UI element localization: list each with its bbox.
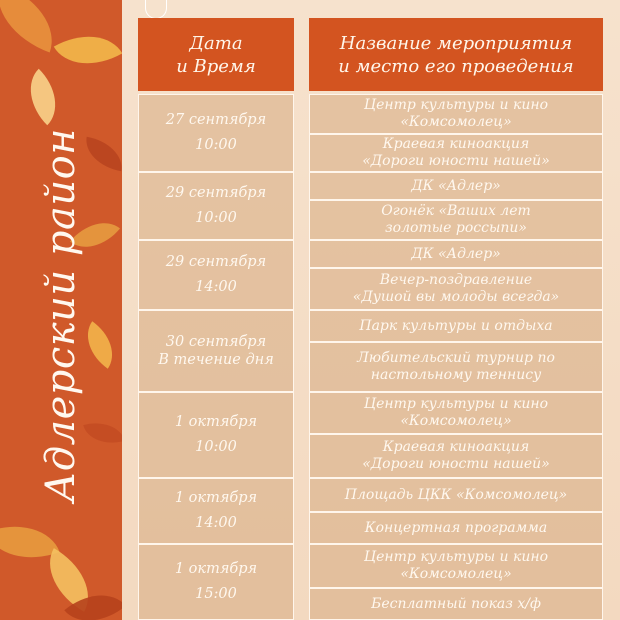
date-cell (138, 172, 294, 240)
header-name-line2: и место его проведения (338, 55, 574, 77)
event-date: 1 октября (174, 490, 258, 506)
event-name-line: Бесплатный показ х/ф (371, 595, 541, 612)
sidebar (0, 0, 122, 620)
event-name-line: «Душой вы молоды всегда» (352, 289, 560, 305)
place-cell (309, 544, 603, 588)
place-line: Площадь ЦКК «Комсомолец» (344, 486, 568, 503)
event-date: 1 октября (174, 414, 258, 430)
place-line: Парк культуры и отдыха (359, 317, 553, 334)
event-time: 15:00 (195, 586, 237, 602)
place-line: «Комсомолец» (400, 566, 512, 582)
place-cell (309, 240, 603, 268)
event-name-line: настольному теннису (370, 367, 542, 383)
event-name-cell (309, 268, 603, 310)
date-cell (138, 544, 294, 620)
header-event-name (309, 18, 603, 91)
place-line: Центр культуры и кино (363, 97, 549, 113)
event-time: 14:00 (195, 279, 237, 295)
place-cell (309, 94, 603, 134)
event-name-line: Вечер-поздравление (379, 272, 533, 288)
event-name-cell (309, 342, 603, 392)
place-line: ДК «Адлер» (411, 245, 501, 262)
event-time: 10:00 (195, 439, 237, 455)
place-line: ДК «Адлер» (411, 177, 501, 194)
event-name-cell (309, 200, 603, 240)
event-name-cell (309, 588, 603, 620)
place-cell (309, 392, 603, 434)
place-line: «Комсомолец» (400, 114, 512, 130)
event-name-cell (309, 434, 603, 478)
date-cell (138, 478, 294, 544)
event-name-cell (309, 512, 603, 544)
event-date: 29 сентября (165, 254, 267, 270)
event-name-line: «Дороги юности нашей» (362, 456, 550, 472)
place-line: Центр культуры и кино (363, 396, 549, 412)
place-cell (309, 172, 603, 200)
place-cell (309, 478, 603, 512)
event-name-line: золотые россыпи» (385, 220, 527, 236)
leaf-decoration (83, 416, 122, 450)
event-date: 1 октября (174, 561, 258, 577)
place-line: Центр культуры и кино (363, 549, 549, 565)
event-name-line: Любительский турнир по (357, 350, 555, 366)
header-date (138, 18, 294, 91)
event-name-line: «Дороги юности нашей» (362, 153, 550, 169)
event-date: 27 сентября (165, 112, 267, 128)
event-name-line: Огонёк «Ваших лет (381, 203, 531, 219)
header-date-line2: и Время (176, 55, 256, 77)
event-name-line: Краевая киноакция (382, 439, 530, 455)
event-time: 10:00 (195, 137, 237, 153)
place-line: «Комсомолец» (400, 413, 512, 429)
district-title: Адлерский район (38, 127, 84, 503)
event-time: 14:00 (195, 515, 237, 531)
event-name-line: Концертная программа (364, 519, 548, 536)
event-time: В течение дня (158, 352, 274, 368)
date-cell (138, 94, 294, 172)
date-cell (138, 240, 294, 310)
event-name-cell (309, 134, 603, 172)
header-name-line1: Название мероприятия (339, 32, 573, 54)
leaf-decoration (54, 19, 122, 82)
place-cell (309, 310, 603, 342)
date-cell (138, 392, 294, 478)
date-cell (138, 310, 294, 392)
event-date: 30 сентября (165, 334, 267, 350)
event-date: 29 сентября (165, 185, 267, 201)
event-name-line: Краевая киноакция (382, 136, 530, 152)
leaf-decoration (82, 137, 122, 172)
event-time: 10:00 (195, 210, 237, 226)
leaf-decoration (15, 69, 72, 126)
header-date-line1: Дата (189, 32, 243, 54)
